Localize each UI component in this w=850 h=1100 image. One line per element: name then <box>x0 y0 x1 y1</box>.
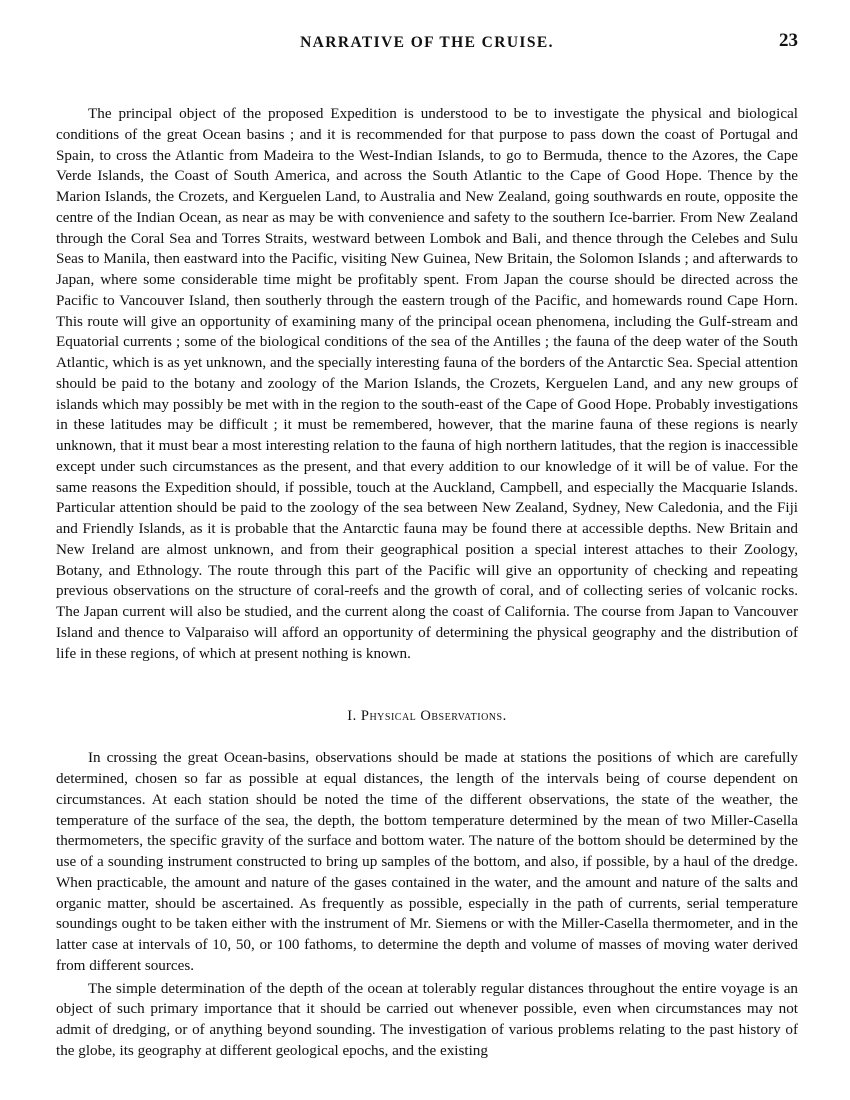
section-heading <box>56 708 798 725</box>
section-number: I. <box>347 708 357 725</box>
running-head <box>56 30 798 56</box>
intro-paragraph: The principal object of the proposed Expedition is understood to be to investigate the physical and biological conditions of the great Ocean basins ; and it is recommended for that purpose to pass down the coast of Portugal and Spain, to cross the Atlantic from Madeira to the West-Indian Islands, to go to Bermuda, thence to the Azores, the Cape Verde Islands, the Coast of South America, and across the South Atlantic to the Cape of Good Hope. Thence by the Marion Islands, the Crozets, and Kerguelen Land, to Australia and New Zealand, going southwards en route, opposite the centre of the Indian Ocean, as near as may be with convenience and safety to the southern Ice-barrier. From New Zealand through the Coral Sea and Torres Straits, westward between Lombok and Bali, and thence through the Celebes and Sulu Seas to Manila, then eastward into the Pacific, visiting New Guinea, New Britain, the Solomon Islands ; and afterwards to Japan, where some considerable time might be profitably spent. From Japan the course should be directed across the Pacific to Vancouver Island, then southerly through the eastern trough of the Pacific, and homewards round Cape Horn. This route will give an opportunity of examining many of the principal ocean phenomena, including the Gulf-stream and Equatorial currents ; some of the biological conditions of the sea of the Antilles ; the fauna of the deep water of the South Atlantic, which is as yet unknown, and the specially interesting fauna of the borders of the Antarctic Sea. Special attention should be paid to the botany and zoology of the Marion Islands, the Crozets, Kerguelen Land, and any new groups of islands which may possibly be met with in the region to the south-east of the Cape of Good Hope. Probably investigations in these latitudes may be difficult ; it must be remembered, however, that the marine fauna of these regions is nearly unknown, that it must bear a most interesting relation to the fauna of high northern latitudes, that the region is inaccessible except under such circumstances as the present, and that every addition to our knowledge of it will be of value. For the same reasons the Expedition should, if possible, touch at the Auckland, Campbell, and especially the Macquarie Islands. Particular attention should be paid to the zoology of the sea between New Zealand, Sydney, New Caledonia, and the Fiji and Friendly Islands, as it is probable that the Antarctic fauna may be found there at accessible depths. New Britain and New Ireland are almost unknown, and from their geographical position a special interest attaches to their Zoology, Botany, and Ethnology. The route through this part of the Pacific will give an opportunity of checking and repeating previous observations on the structure of coral-reefs and the growth of coral, and of collecting series of volcanic rocks. The Japan current will also be studied, and the current along the coast of California. The course from Japan to Vancouver Island and thence to Valparaiso will afford an opportunity of determining the physical geography and the distribution of life in these regions, of which at present nothing is known. <box>56 105 798 662</box>
running-title: NARRATIVE OF THE CRUISE. <box>300 34 554 51</box>
physical-paragraph-1: In crossing the great Ocean-basins, observations should be made at stations the positions of which are carefully determined, chosen so far as possible at equal distances, the length of the intervals being of course dependent on circumstances. At each station should be noted the time of the different observations, the state of the weather, the temperature of the surface of the sea, the depth, the bottom temperature determined by the mean of two Miller-Casella thermometers, the specific gravity of the surface and bottom water. The nature of the bottom should be determined by the use of a sounding instrument constructed to bring up samples of the bottom, and also, if possible, by a haul of the dredge. When practicable, the amount and nature of the gases contained in the water, and the amount and nature of the salts and organic matter, should be ascertained. As frequently as possible, especially in the path of currents, serial temperature soundings ought to be taken either with the instrument of Mr. Siemens or with the Miller-Casella thermometer, and in the latter case at intervals of 10, 50, or 100 fathoms, to determine the depth and volume of masses of moving water derived from different sources. <box>56 749 798 974</box>
section-title: Physical Observations. <box>360 708 507 725</box>
physical-paragraph-2: The simple determination of the depth of the ocean at tolerably regular distances throughout the entire voyage is an object of such primary importance that it should be carried out whenever possible, even when circumstances may not admit of dredging, or of anything beyond sounding. The investigation of various problems relating to the past history of the globe, its geography at different geological epochs, and the existing <box>56 979 798 1059</box>
page-number: 23 <box>779 30 798 51</box>
